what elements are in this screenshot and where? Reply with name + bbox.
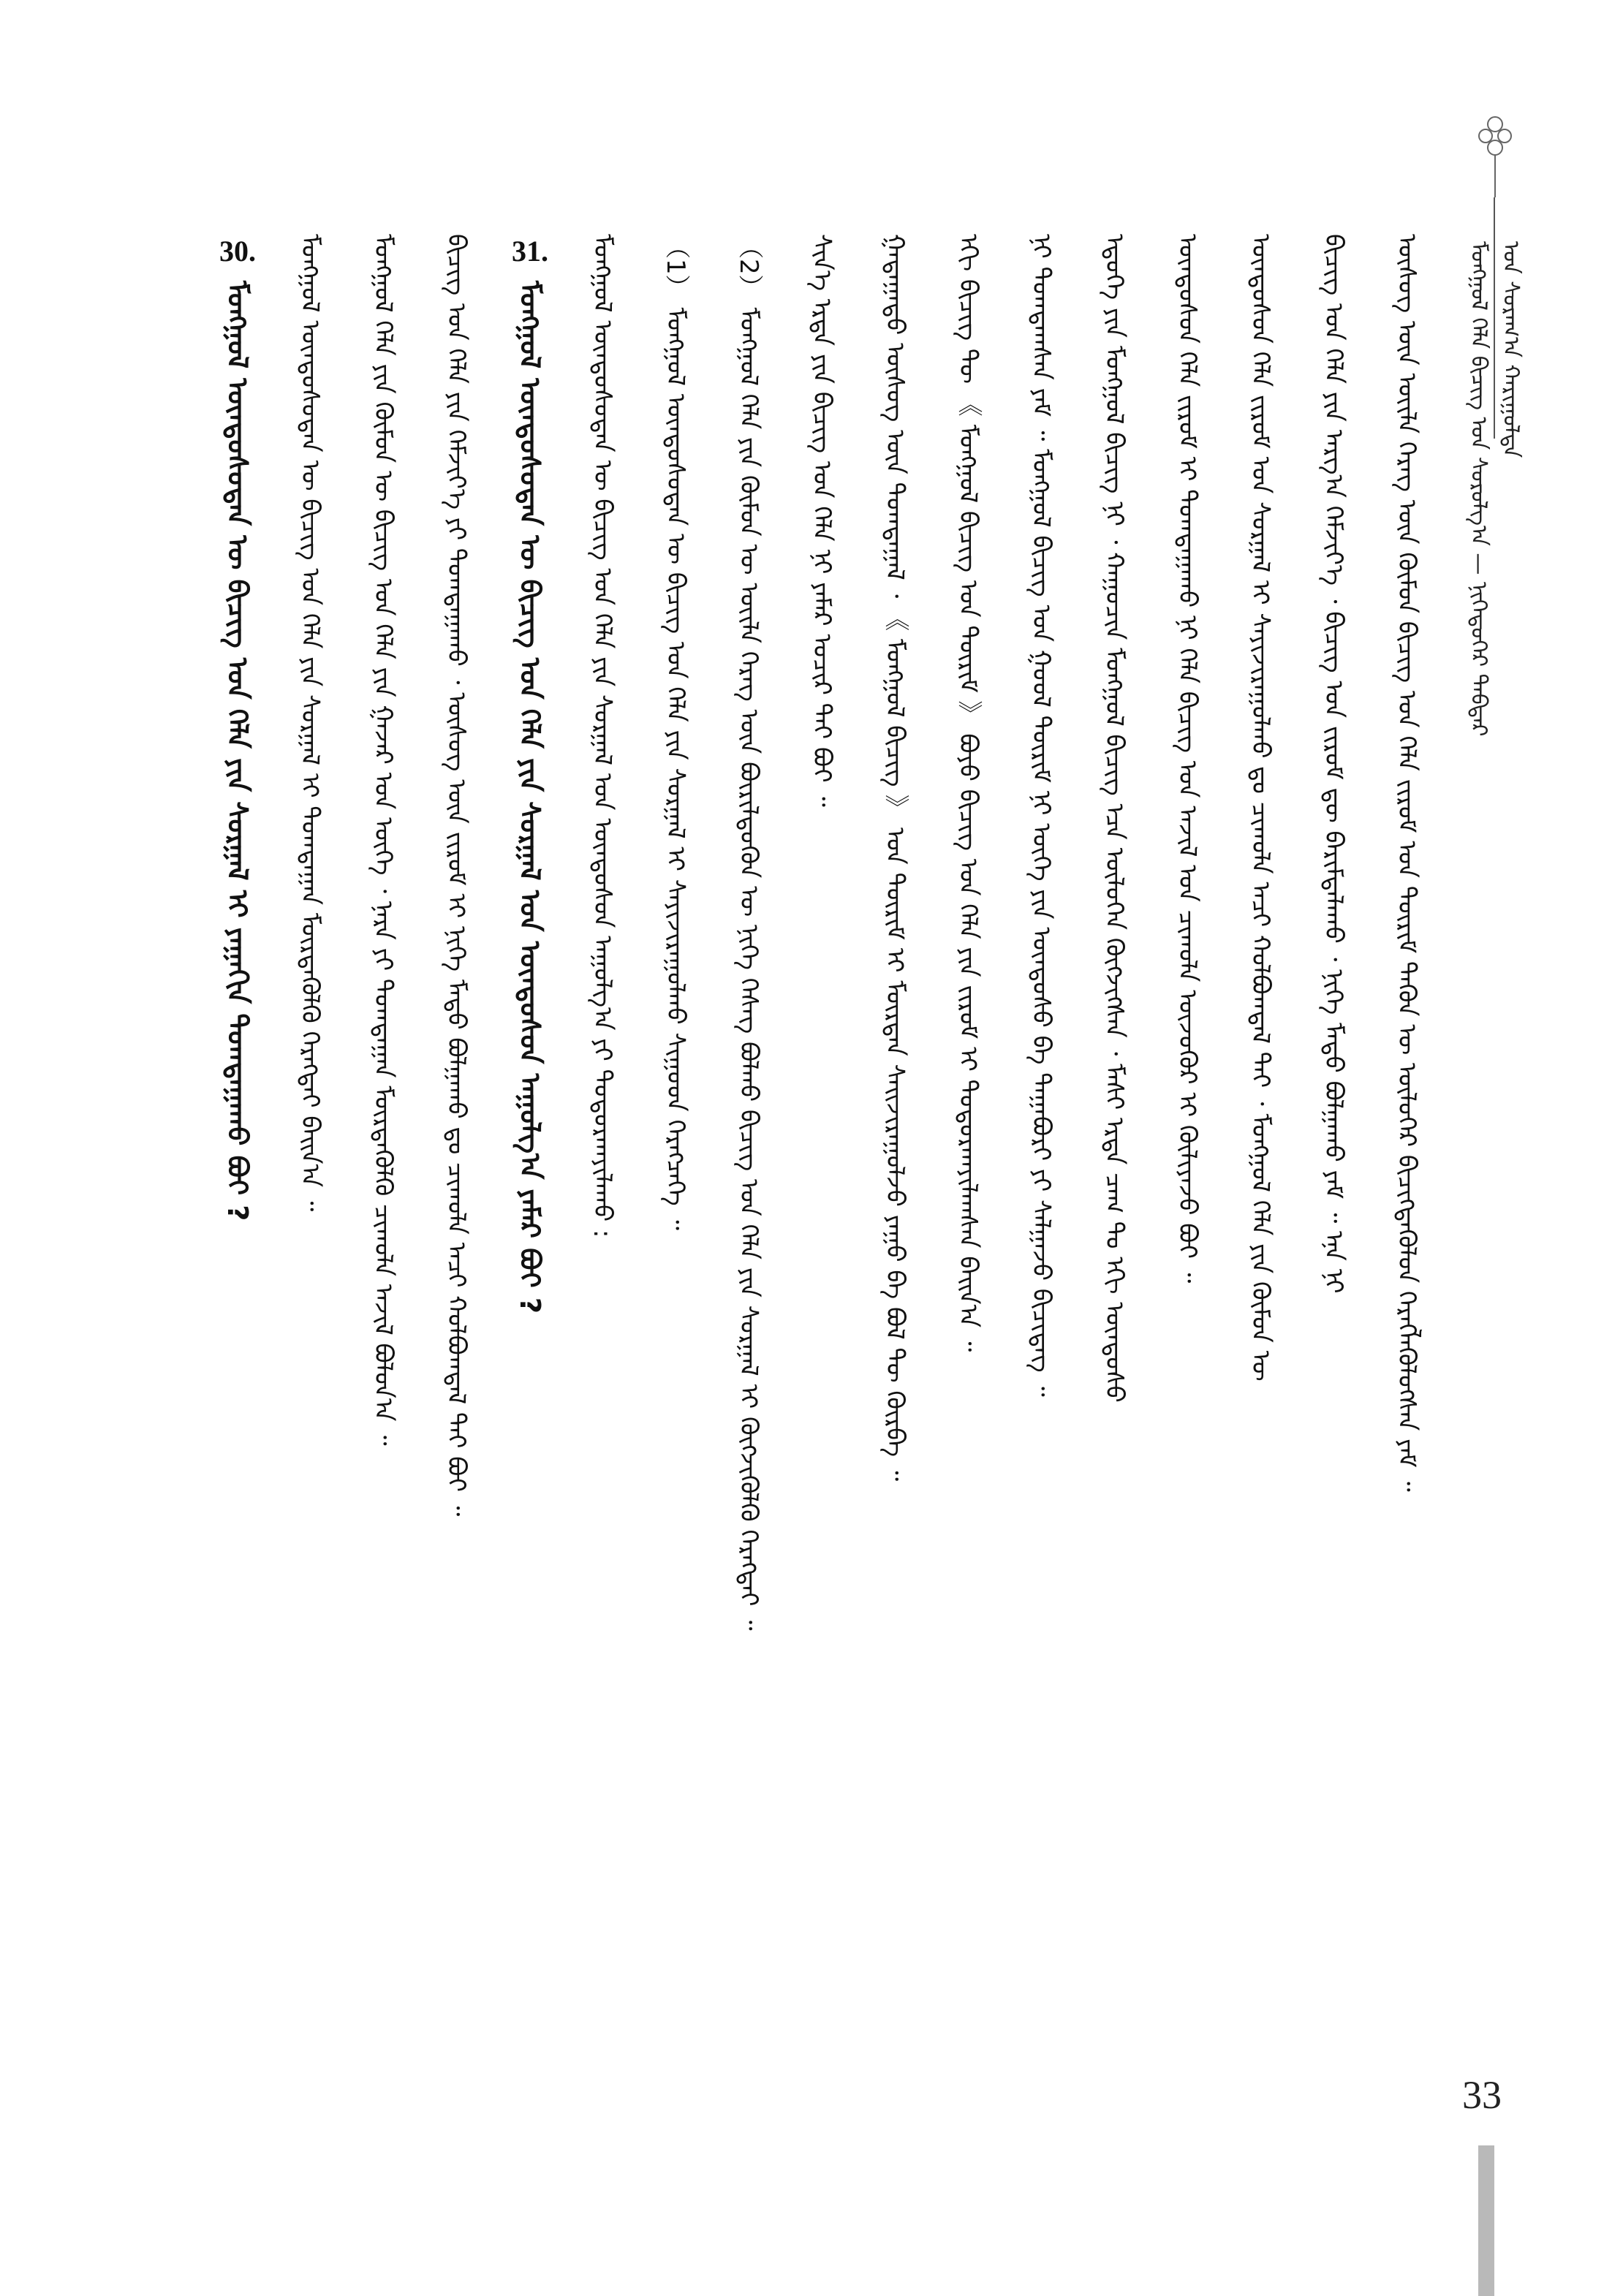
text-column	[1389, 234, 1424, 2208]
column-text: ᠦᠨᠳᠦᠰᠦᠨ ᠬᠡᠯᠡ ᠵᠢᠷᠤᠮ ᠤᠨ ᠰᠤᠷᠭᠠᠯ ᠢ ᠰᠠᠶᠢᠵᠢᠷᠠᠭᠤᠯᠬᠤ ᠳᠤ ᠴᠢᠬᠤᠯᠠ ᠠᠴᠢ ᠬᠣᠯᠪᠣᠭᠳᠠᠯ ᠲᠠᠢ ᠂ ᠮᠣᠩᠭᠣᠯ ᠬᠡᠯᠡ ᠶᠢᠨ ᠬᠦᠮᠦᠨ ᠦ	[1246, 234, 1275, 1382]
body-text	[190, 234, 1433, 2266]
text-column	[585, 234, 620, 2208]
column-text: ᠰᠢᠨ᠎ᠡ ᠡᠷᠲᠡ ᠶᠢᠨ ᠪᠢᠴᠢᠭ ᠤᠨ ᠬᠡᠯᠡ ᠨᠢ ᠶᠠᠮᠠᠷ ᠤᠴᠢᠷ ᠲᠠᠢ ᠪᠤᠢ ᠃	[807, 234, 836, 807]
text-column	[731, 234, 766, 2208]
column-text: ᠡᠬᠢ ᠪᠢᠴᠢᠭ ᠲᠦ 《 ᠮᠣᠩᠭᠣᠯ ᠪᠢᠴᠢᠭ ᠤᠨ ᠳᠦᠷᠢᠮ 》 ᠪᠤᠶᠤ ᠪᠢᠴᠢᠭ ᠤᠨ ᠬᠡᠯᠡ ᠶᠢᠨ ᠵᠢᠷᠤᠮ ᠢ ᠲᠣᠳᠤᠷᠬᠠᠶᠢᠯᠠᠭᠰᠠᠨ ᠪᠠᠢᠨ᠎ᠠ ᠃	[953, 234, 983, 1352]
header-ornament	[1469, 110, 1521, 197]
column-text: ᠮᠣᠩᠭᠣᠯ ᠦᠨᠳᠦᠰᠦᠲᠡᠨ ᠦ ᠪᠢᠴᠢᠭ ᠤᠨ ᠬᠡᠯᠡ ᠶᠢᠨ ᠰᠤᠷᠭᠠᠯ ᠤᠨ ᠦᠨᠳᠦᠰᠦᠨ ᠠᠭᠤᠯᠭ᠎ᠠ ᠶᠢ ᠲᠣᠳᠤᠷᠬᠠᠶᠢᠯᠠᠬᠤ :	[588, 234, 617, 1238]
column-text: ᠮᠣᠩᠭᠣᠯ ᠦᠨᠳᠦᠰᠦᠲᠡᠨ ᠦ ᠪᠢᠴᠢᠭ ᠤᠨ ᠬᠡᠯᠡ ᠶᠢᠨ ᠰᠤᠷᠭᠠᠯ ᠤᠨ ᠦᠨᠳᠦᠰᠦᠨ ᠠᠭᠤᠯᠭ᠎ᠠ ᠶᠠᠮᠠᠷ ᠪᠤᠢ ?	[514, 281, 546, 1314]
column-text: （1） ᠮᠣᠩᠭᠣᠯ ᠦᠨᠳᠦᠰᠦᠲᠡᠨ ᠦ ᠪᠢᠴᠢᠭ ᠤᠨ ᠬᠡᠯᠡ ᠶᠢᠨ ᠰᠤᠷᠭᠠᠯ ᠢ ᠰᠠᠶᠢᠵᠢᠷᠠᠭᠤᠯᠬᠤ ᠰᠢᠭᠤᠳ ᠬᠡᠷᠡᠭᠴᠡᠭᠡ ᠃	[661, 234, 690, 1230]
question-heading	[512, 234, 548, 2208]
running-header: ᠮᠣᠩᠭᠣᠯ ᠬᠡᠯᠡ ᠪᠢᠴᠢᠭ ᠤᠨ ᠰᠣᠷᠤᠯᠭ᠎ᠠ — ᠨᠢᠭᠡᠳᠦᠭᠡᠷ ᠳᠡᠪᠲᠡᠷ ᠤᠨ ᠰᠤᠷᠠᠭ᠎ᠠ ᠬᠠᠷᠢᠭᠤᠯᠲᠠ	[1466, 241, 1524, 737]
page-number: 33	[1462, 2073, 1502, 2117]
text-column	[1243, 234, 1278, 2208]
text-column	[1170, 234, 1205, 2208]
question-number: 30.	[219, 235, 256, 268]
column-text: ᠪᠢᠴᠢᠭ ᠤᠨ ᠬᠡᠯᠡ ᠶᠢᠨ ᠠᠷᠭ᠎ᠠ ᠬᠡᠮᠵᠢᠶ᠎ᠡ ᠂ ᠪᠢᠴᠢᠭ ᠤᠨ ᠵᠢᠷᠤᠮ ᠳᠦ ᠪᠠᠷᠢᠮᠲᠠᠯᠠᠬᠤ ᠂ ᠨᠢᠭᠡ ᠮᠡᠲᠦ ᠪᠣᠯᠭᠠᠬᠤ ᠶᠠᠮ ᠃ ᠡᠨᠡ ᠨᠢ	[1319, 234, 1348, 1294]
page-edge-marker	[1478, 2145, 1494, 2296]
text-column	[292, 234, 328, 2208]
column-text: ᠮᠣᠩᠭᠣᠯ ᠦᠨᠳᠦᠰᠦᠲᠡᠨ ᠦ ᠪᠢᠴᠢᠭ ᠤᠨ ᠬᠡᠯᠡ ᠶᠢᠨ ᠰᠤᠷᠭᠠᠯ ᠢ ᠶᠠᠭᠠᠬᠢᠨ ᠲᠣᠭᠲᠠᠭᠠᠬᠤ ᠪᠤᠢ ?	[222, 281, 254, 1221]
text-column	[950, 234, 985, 2208]
column-text: ᠮᠣᠩᠭᠣᠯ ᠬᠡᠯᠡ ᠶᠢᠨ ᠬᠦᠮᠦᠨ ᠦ ᠪᠢᠴᠢᠭ ᠤᠨ ᠬᠡᠯᠡ ᠶᠢᠨ ᠭᠠᠵᠠᠷ ᠤᠨ ᠦᠭᠡ ᠂ ᠨᠡᠷᠡ ᠶᠢ ᠲᠣᠭᠲᠠᠭᠠᠨ ᠮᠥᠷᠳᠡᠭᠦᠯᠬᠦ ᠴᠢᠬᠤᠯᠠ ᠠᠵᠢᠯ ᠪᠣᠯᠤᠨ᠎ᠠ ᠃	[368, 234, 398, 1446]
column-text: （2） ᠮᠣᠩᠭᠣᠯ ᠬᠡᠯᠡ ᠶᠢᠨ ᠬᠦᠮᠦᠨ ᠦ ᠦᠢᠯᠡ ᠬᠡᠷᠡᠭ ᠦᠨ ᠪᠦᠷᠢᠯᠳᠦᠬᠦᠨ ᠦ ᠨᠢᠭᠡ ᠬᠡᠰᠡᠭ ᠪᠣᠯᠬᠤ ᠪᠢᠴᠢᠭ ᠤᠨ ᠬᠡᠯᠡ ᠶᠢᠨ ᠰᠤᠷᠭᠠᠯ ᠢ ᠬᠥᠭᠵᠢᠭᠦᠯᠬᠦ ᠬᠡᠷᠡᠭᠲᠡᠢ ᠃	[734, 234, 763, 1631]
column-text: ᠭᠠᠳᠠᠭᠠᠳᠤ ᠦᠰᠦᠭ ᠦᠨ ᠲᠣᠭᠲᠠᠭᠠᠯ ᠂ 《 ᠮᠣᠩᠭᠣᠯ ᠪᠢᠴᠢᠭ 》 ᠤᠨ ᠳᠦᠷᠢᠮ ᠢ ᠮᠥᠷᠳᠡᠨ ᠰᠠᠢᠵᠢᠷᠠᠭᠤᠯᠵᠤ ᠶᠠᠭᠤ ᠪᠠ ᠪᠣᠯ ᠲᠦ ᠬᠦᠷᠪᠡ ᠃	[880, 234, 909, 1482]
column-text: ᠦᠨᠳᠦᠰᠦᠨ ᠬᠡᠯᠡ ᠵᠢᠷᠤᠮ ᠢ ᠲᠣᠭᠲᠠᠭᠠᠬᠤ ᠨᠢ ᠬᠡᠯᠡ ᠪᠢᠴᠢᠭ ᠤᠨ ᠠᠵᠢᠯ ᠤᠨ ᠴᠢᠬᠤᠯᠠ ᠦᠵᠦᠭᠦᠷ ᠢ ᠬᠦᠯᠢᠶᠡᠵᠦ ᠪᠣᠢ ᠃	[1173, 234, 1202, 1284]
text-column	[804, 234, 839, 2208]
text-column	[1316, 234, 1351, 2208]
text-column	[1024, 234, 1059, 2208]
text-column	[658, 234, 693, 2208]
column-text: ᠨᠢ ᠲᠣᠭᠲᠠᠭᠰᠠᠨ ᠶᠠᠮ ᠃ ᠮᠣᠩᠭᠣᠯ ᠪᠢᠴᠢᠭ ᠤᠨ ᠭᠣᠣᠯ ᠳᠦᠷᠢᠮ ᠨᠢ ᠦᠭᠡ ᠶᠢᠨ ᠦᠨᠳᠦᠰᠦ ᠪᠠ ᠳᠠᠭᠠᠪᠤᠷᠢ ᠶᠢ ᠰᠠᠯᠭᠠᠵᠤ ᠪᠢᠴᠢᠳᠡᠭ ᠃	[1026, 234, 1056, 1397]
question-heading	[219, 234, 256, 2208]
text-column	[439, 234, 474, 2208]
text-column	[877, 234, 912, 2208]
column-text: ᠡᠳᠦᠭᠡ ᠶᠢᠨ ᠮᠣᠩᠭᠣᠯ ᠪᠢᠴᠢᠭ ᠨᠢ ᠂ ᠬᠠᠭᠤᠴᠢᠨ ᠮᠣᠩᠭᠣᠯ ᠪᠢᠴᠢᠭ ᠡᠴᠡ ᠦᠯᠦᠬᠡᠨ ᠬᠦᠭᠵᠢᠭᠰᠡᠨ ᠂ ᠮᠠᠰᠢ ᠡᠷᠲᠡ ᠴᠠᠭ ᠲᠤ ᠡᠬᠢ ᠦᠨᠳᠦᠰᠦ	[1100, 234, 1129, 1403]
column-text: ᠪᠢᠴᠢᠭ ᠤᠨ ᠬᠡᠯᠡ ᠶᠢᠨ ᠬᠡᠮᠵᠢᠶ᠎ᠡ ᠶᠢ ᠲᠣᠭᠲᠠᠭᠠᠬᠤ ᠂ ᠦᠰᠦᠭ ᠦᠨ ᠵᠢᠷᠤᠮ ᠢ ᠨᠢᠭᠡ ᠮᠡᠲᠦ ᠪᠣᠯᠭᠠᠬᠤ ᠳᠤ ᠴᠢᠬᠤᠯᠠ ᠠᠴᠢ ᠬᠣᠯᠪᠣᠭᠳᠠᠯ ᠲᠠᠢ ᠪᠤᠢ ᠃	[442, 234, 471, 1517]
question-number: 31.	[512, 235, 548, 268]
column-text: ᠦᠰᠦᠭ ᠦᠨ ᠦᠢᠯᠡ ᠬᠡᠷᠡᠭ ᠦᠨ ᠬᠦᠮᠦᠨ ᠪᠢᠴᠢᠭ ᠤᠨ ᠬᠡᠯᠡ ᠵᠢᠷᠤᠮ ᠤᠨ ᠳᠦᠷᠢᠮ ᠲᠡᠭᠦᠨ ᠦ ᠦᠯᠦᠭᠡᠷ ᠪᠢᠴᠢᠭᠳᠡᠭᠦᠯᠦᠨ ᠬᠡᠷᠡᠭᠯᠡᠭᠦᠯᠦᠭᠰᠡᠨ ᠶᠠᠮ ᠃	[1392, 234, 1421, 1492]
column-text: ᠮᠣᠩᠭᠣᠯ ᠦᠨᠳᠦᠰᠦᠲᠡᠨ ᠦ ᠪᠢᠴᠢᠭ ᠤᠨ ᠬᠡᠯᠡ ᠶᠢᠨ ᠰᠤᠷᠭᠠᠯ ᠢ ᠲᠣᠭᠲᠠᠭᠠᠨ ᠮᠥᠷᠳᠡᠭᠦᠯᠬᠦ ᠬᠡᠷᠡᠭᠲᠡᠢ ᠪᠠᠢᠨ᠎ᠠ ᠃	[295, 234, 325, 1212]
text-column	[1097, 234, 1132, 2208]
text-column	[366, 234, 401, 2208]
